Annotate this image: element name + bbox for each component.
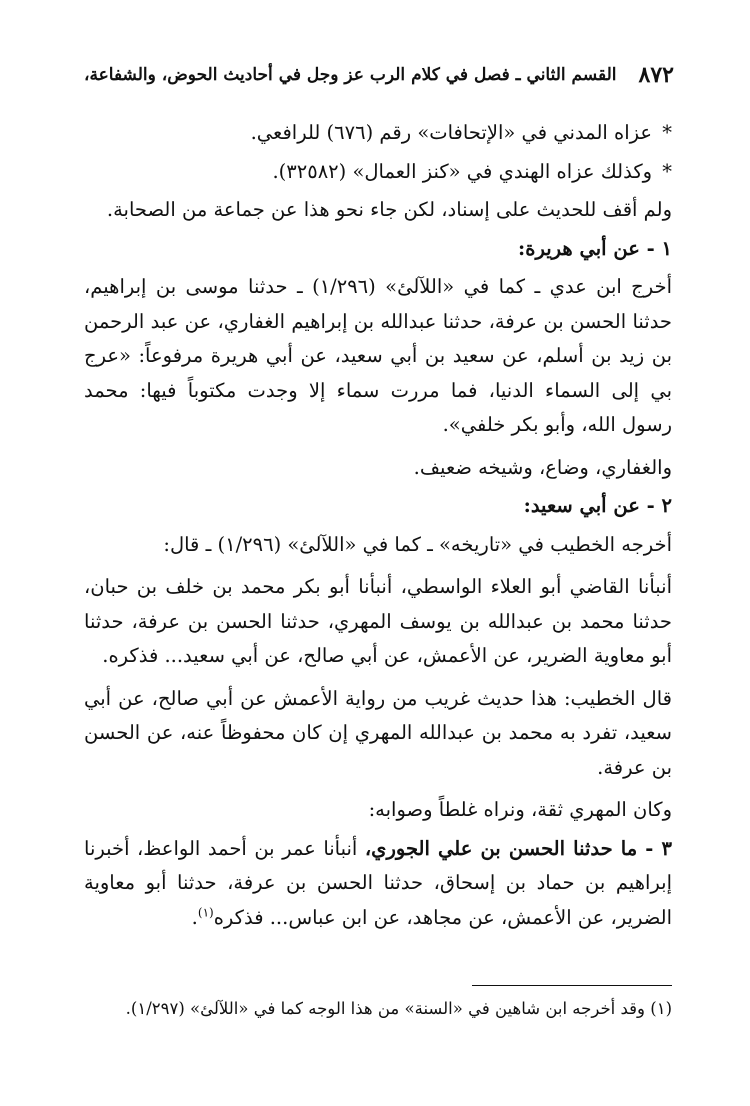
bullet-asterisk: *	[662, 159, 672, 183]
paragraph-9: أنبأنا القاضي أبو العلاء الواسطي، أنبأنا أبو بكر محمد بن خلف بن حبان، حدثنا محمد بن عبدالله بن يوسف المهري، حدثنا الحسن بن عرفة، حدثنا أبو معاوية الضرير، عن الأعمش، عن أبي صالح، عن أبي سعيد... فذكره.	[84, 575, 672, 667]
paragraph-6: والغفاري، وضاع، وشيخه ضعيف.	[413, 455, 672, 479]
footnote: (١) وقد أخرجه ابن شاهين في «السنة» من هذا الوجه كما في «اللآلئ» (١/٢٩٧).	[125, 999, 672, 1018]
paragraph-5: أخرج ابن عدي ـ كما في «اللآلئ» (١/٢٩٦) ـ حدثنا موسى بن إبراهيم، حدثنا الحسن بن عرفة، حدثنا عبدالله بن إبراهيم الغفاري، عن عبد الرحمن بن زيد بن أسلم، عن سعيد بن أبي سعيد، عن أبي هريرة مرفوعاً: «عرج بي إلى السماء الدنيا، فما مررت سماء إلا وجدت مكتوباً فيها: محمد رسول الله، وأبو بكر خلفي».	[84, 275, 672, 436]
paragraph-2	[84, 155, 672, 190]
paragraph-10: قال الخطيب: هذا حديث غريب من رواية الأعمش عن أبي صالح، عن أبي سعيد، تفرد به محمد بن عبدالله المهري إن كان محفوظاً عنه، عن الحسن بن عرفة.	[84, 686, 672, 779]
paragraph-end: .	[191, 905, 198, 929]
page-body	[84, 116, 672, 943]
page-header	[86, 58, 674, 92]
paragraph-3: ولم أقف للحديث على إسناد، لكن جاء نحو هذا عن جماعة من الصحابة.	[106, 198, 672, 221]
paragraph-8: أخرجه الخطيب في «تاريخه» ـ كما في «اللآلئ» (١/٢٩٦) ـ قال:	[163, 532, 672, 556]
paragraph-lead: ٣ - ما حدثنا الحسن بن علي الجوري،	[364, 836, 672, 860]
paragraph-11: وكان المهري ثقة، ونراه غلطاً وصوابه:	[368, 798, 672, 821]
bullet-asterisk: *	[662, 121, 672, 144]
paragraph-1	[84, 116, 672, 151]
footnote-rule	[472, 985, 672, 986]
section-heading-abu-hurayra: ١ - عن أبي هريرة:	[518, 236, 672, 260]
paragraph-text: عزاه المدني في «الإتحافات» رقم (٦٧٦) للرافعي.	[250, 121, 653, 144]
footnote-reference[interactable]: (١)	[197, 905, 214, 919]
paragraph-text: أنبأنا عمر بن أحمد الواعظ، أخبرنا إبراهيم بن حماد بن إسحاق، حدثنا الحسن بن عرفة، حدثنا أبو معاوية الضرير، عن الأعمش، عن مجاهد، عن ابن عباس... فذكره	[84, 836, 672, 929]
paragraph-text: وكذلك عزاه الهندي في «كنز العمال» (٣٢٥٨٢).	[272, 159, 653, 183]
running-title: القسم الثاني ـ فصل في كلام الرب عز وجل في أحاديث الحوض، والشفاعة،	[84, 65, 617, 85]
paragraph-12	[84, 832, 672, 936]
page-number: ٨٧٢	[638, 62, 674, 88]
section-heading-abu-said: ٢ - عن أبي سعيد:	[523, 494, 672, 517]
